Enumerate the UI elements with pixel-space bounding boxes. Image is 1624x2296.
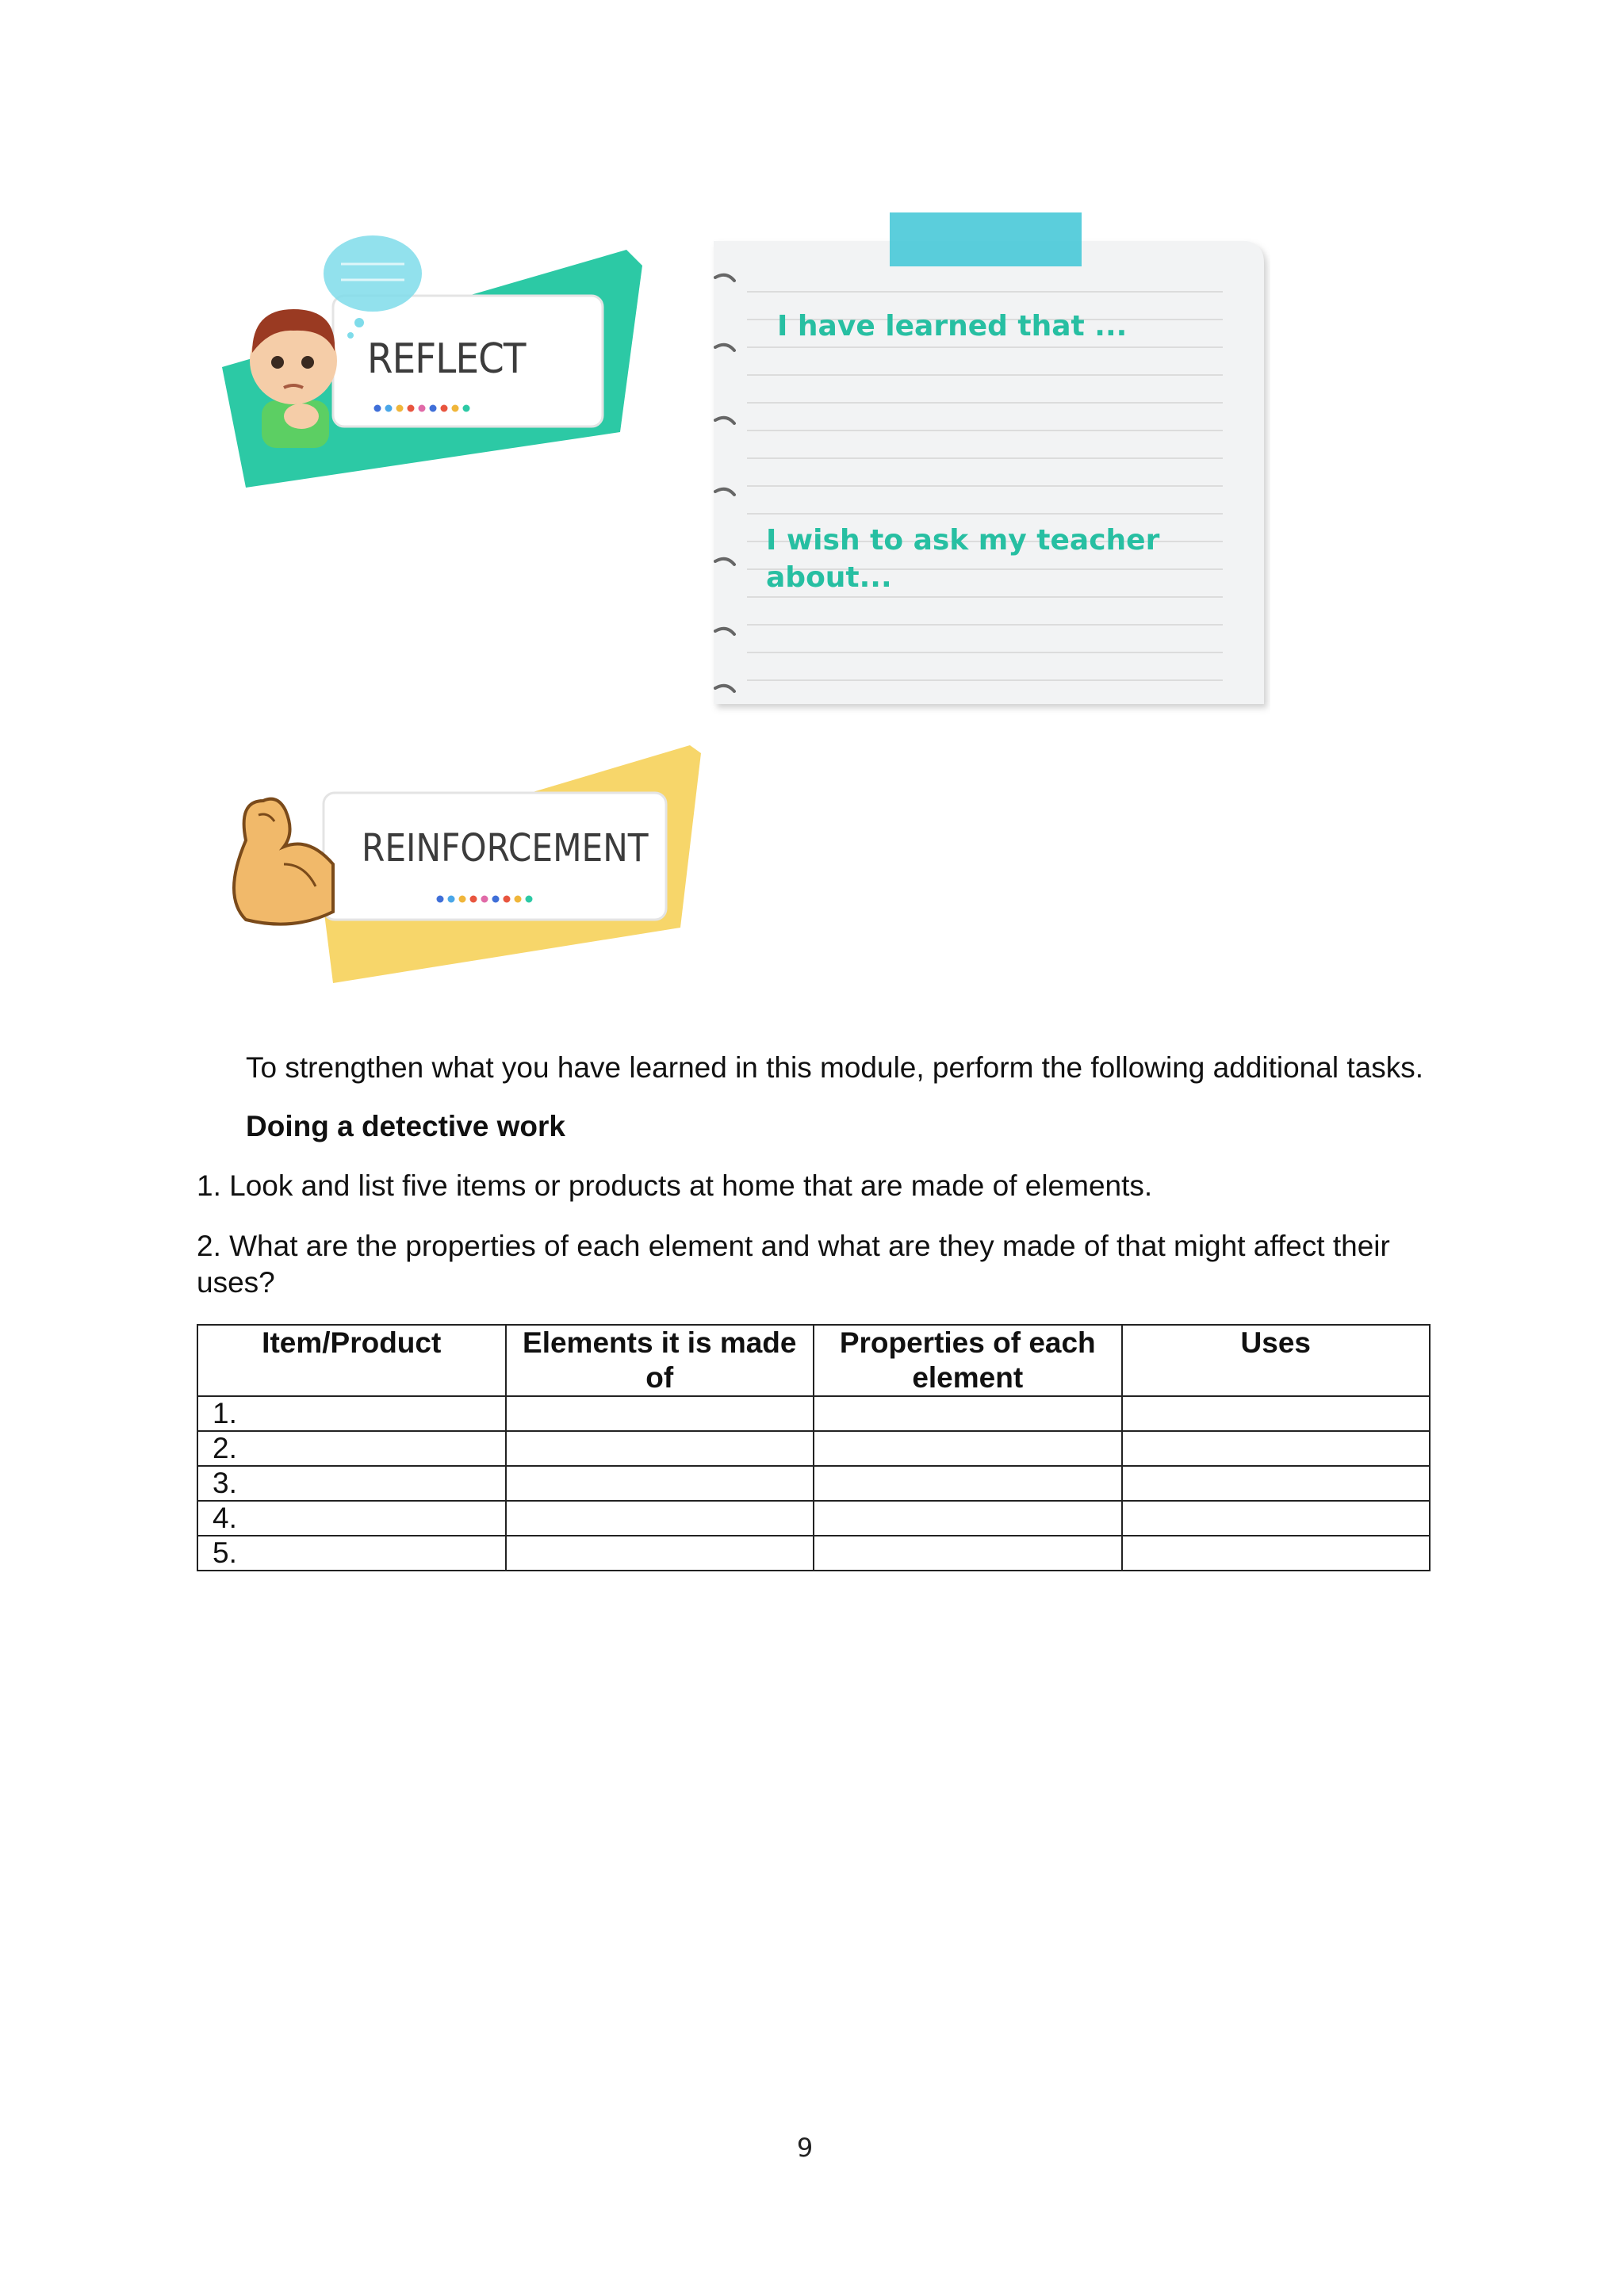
table-row: [197, 1466, 1430, 1501]
notebook-prompt-learned: I have learned that ...: [777, 310, 1128, 342]
table-row: [197, 1501, 1430, 1536]
thinking-boy-icon: [250, 309, 337, 448]
answer-cell[interactable]: [814, 1396, 1122, 1431]
table-row: [197, 1396, 1430, 1431]
answer-cell[interactable]: [506, 1396, 814, 1431]
question-1: 1. Look and list five items or products at home that are made of elements.: [197, 1169, 1153, 1202]
question-2: 2. What are the properties of each element and what are they made of that might affect their uses?: [197, 1230, 1390, 1299]
answer-cell[interactable]: [814, 1536, 1122, 1571]
reinforcement-banner: [222, 745, 714, 991]
answer-cell[interactable]: [506, 1431, 814, 1466]
header-item-product: Item/Product: [197, 1325, 506, 1396]
notebook-graphic: [699, 212, 1270, 720]
answer-cell[interactable]: [1122, 1431, 1431, 1466]
notebook-prompt-ask-teacher: I wish to ask my teacher about...: [766, 524, 1160, 594]
answer-cell[interactable]: [506, 1536, 814, 1571]
row-number: 2.: [197, 1431, 506, 1466]
answer-cell[interactable]: [1122, 1501, 1431, 1536]
answer-cell[interactable]: [506, 1466, 814, 1501]
page-number: 9: [796, 2133, 814, 2163]
table-row: [197, 1536, 1430, 1571]
answer-cell[interactable]: [814, 1431, 1122, 1466]
row-number: 1.: [197, 1396, 506, 1431]
header-uses: Uses: [1122, 1325, 1431, 1396]
row-number: 5.: [197, 1536, 506, 1571]
answer-cell[interactable]: [506, 1501, 814, 1536]
header-elements: Elements it is made of: [506, 1325, 814, 1396]
reflect-banner: [214, 234, 658, 503]
answer-cell[interactable]: [814, 1501, 1122, 1536]
row-number: 4.: [197, 1501, 506, 1536]
reflection-notebook: [699, 212, 1270, 720]
header-properties: Properties of each element: [814, 1325, 1122, 1396]
answer-cell[interactable]: [814, 1466, 1122, 1501]
answer-cell[interactable]: [1122, 1396, 1431, 1431]
answer-cell[interactable]: [1122, 1466, 1431, 1501]
row-number: 3.: [197, 1466, 506, 1501]
flexed-biceps-icon: [234, 799, 333, 924]
answer-table: [197, 1324, 1431, 1571]
table-row: [197, 1431, 1430, 1466]
answer-cell[interactable]: [1122, 1536, 1431, 1571]
reflect-title: REFLECT: [367, 335, 526, 383]
activity-heading: Doing a detective work: [246, 1110, 565, 1142]
intro-text: To strengthen what you have learned in this module, perform the following additional tasks.: [246, 1051, 1423, 1084]
table-header-row: [197, 1325, 1430, 1396]
reinforcement-title: REINFORCEMENT: [362, 826, 649, 871]
